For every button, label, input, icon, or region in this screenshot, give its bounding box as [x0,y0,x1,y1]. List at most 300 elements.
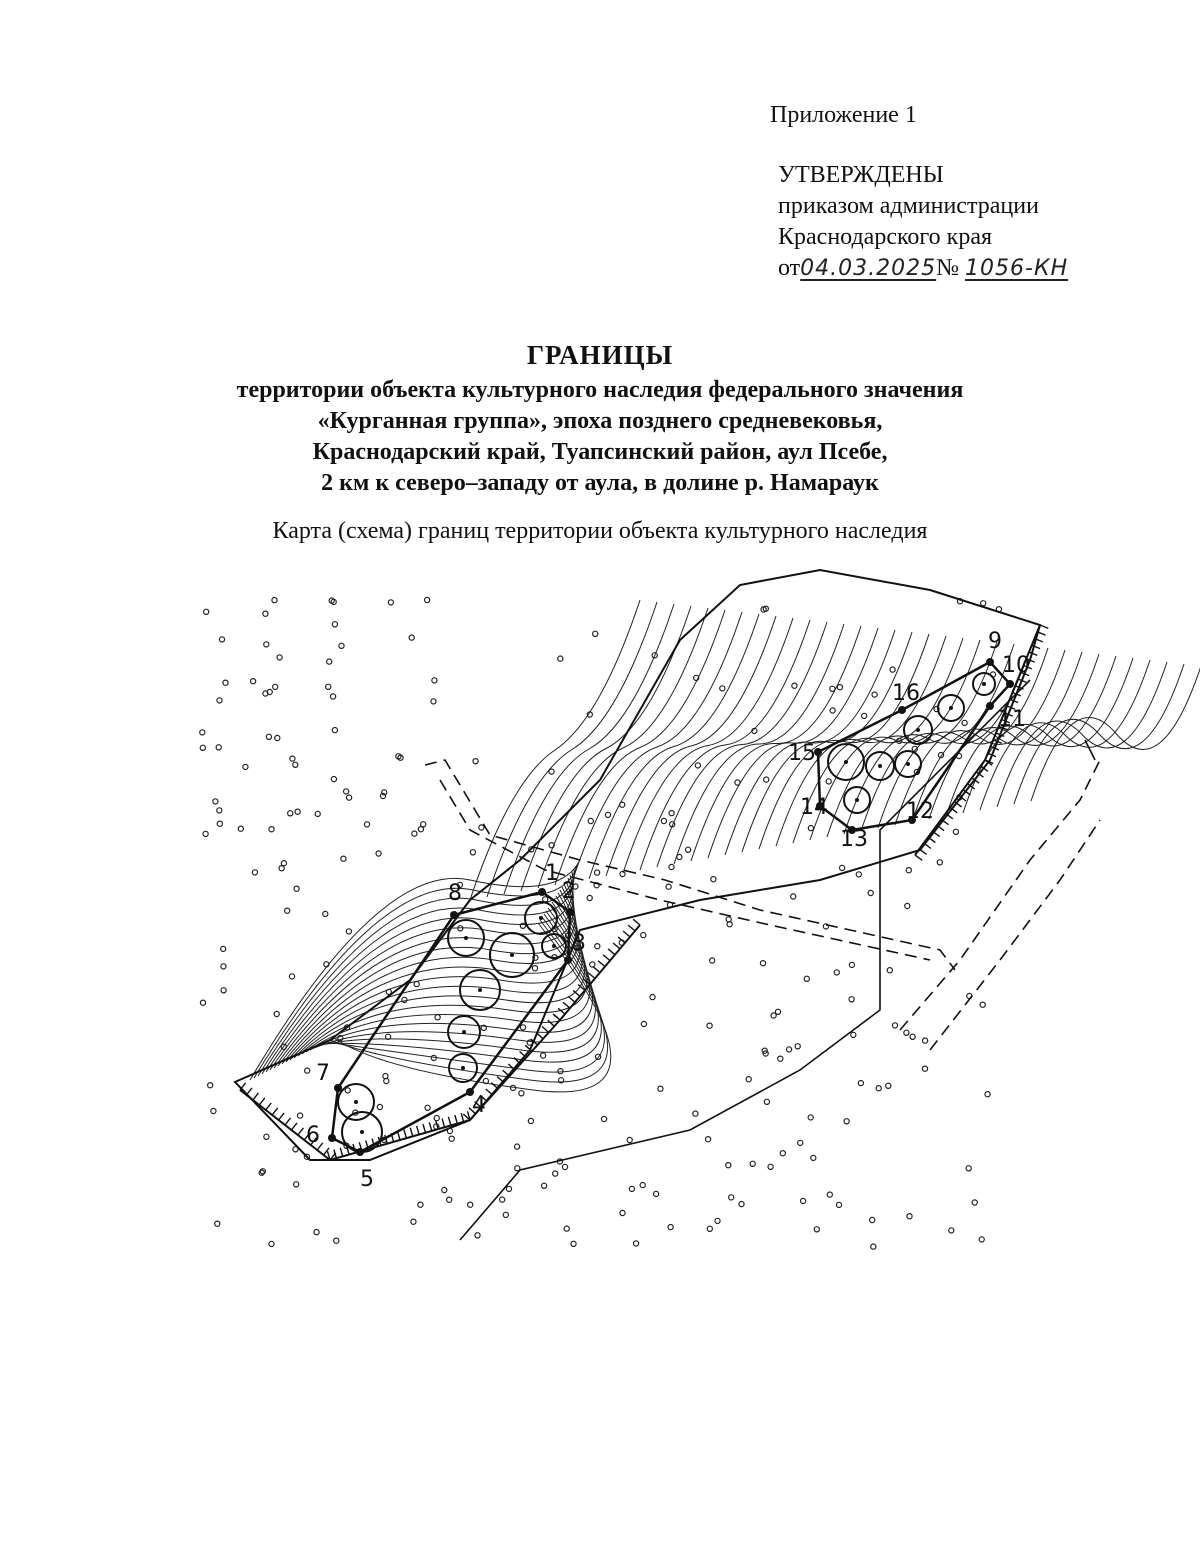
number-label: № [936,255,960,281]
vegetation-dot [543,897,548,902]
vegetation-dot [479,825,484,830]
boundary-point-label: 2 [562,879,576,904]
vegetation-dot [849,997,854,1002]
vegetation-dot [876,1086,881,1091]
vegetation-dot [409,635,414,640]
vegetation-dot [376,851,381,856]
vegetation-dot [668,1225,673,1230]
vegetation-dot [650,995,655,1000]
vegetation-dot [285,908,290,913]
hachure-tick [633,919,640,925]
vegetation-dot [412,831,417,836]
hachure-tick [417,1126,420,1135]
boundary-point-label: 12 [906,799,934,824]
vegetation-dot [506,1186,511,1191]
vegetation-dot [890,667,895,672]
vegetation-dot [339,643,344,648]
vegetation-dot [826,779,831,784]
vegetation-dot [315,811,320,816]
vegetation-dot [634,1241,639,1246]
boundary-point-marker [328,1134,336,1142]
vegetation-dot [791,894,796,899]
vegetation-dot [588,818,593,823]
vegetation-dot [345,1088,350,1093]
handwritten-date: 04.03.2025 [800,256,937,281]
boundary-point-marker [334,1084,342,1092]
mound-center [906,762,910,766]
vegetation-dot [274,1011,279,1016]
boundary-points [306,629,1030,1192]
approved-line-1: приказом администрации [778,193,1039,219]
boundary-point-label: 8 [448,881,462,906]
hachure-tick [548,1020,555,1026]
hachure-tick [553,1014,560,1020]
vegetation-dot [760,961,765,966]
hachure-tick [455,1115,458,1124]
vegetation-dot [837,685,842,690]
mound-center [462,1030,466,1034]
vegetation-dot [272,598,277,603]
contour-line [1031,666,1200,801]
hachure-tick [279,1113,285,1120]
mound-center [552,944,556,948]
hachure-tick [266,1103,272,1110]
vegetation-dot [217,821,222,826]
vegetation-dot [290,756,295,761]
terrain-outline [235,570,1040,1160]
vegetation-dot [707,1226,712,1231]
vegetation-dot [377,1104,382,1109]
vegetation-dot [204,609,209,614]
vegetation-dot [830,708,835,713]
vegetation-dot [720,686,725,691]
vegetation-dot [595,944,600,949]
hachure-tick [423,1124,426,1133]
vegetation-dot [590,962,595,967]
vegetation-dot [442,1187,447,1192]
vegetation-dot [327,659,332,664]
vegetation-dot [289,974,294,979]
vegetation-dot [862,713,867,718]
hachure-tick [491,1083,498,1089]
heading-title: ГРАНИЦЫ [526,340,674,370]
mound-center [510,953,514,957]
vegetation-dot [808,1115,813,1120]
boundary-point-label: 11 [998,707,1026,732]
vegetation-dot [219,637,224,642]
hachure-tick [623,931,630,937]
vegetation-dot [558,656,563,661]
mound-center [916,728,920,732]
vegetation-dot [707,1023,712,1028]
hachure-tick [404,1130,407,1139]
boundary-point-marker [1006,680,1014,688]
vegetation-dot [726,1163,731,1168]
boundary-point-label: 9 [988,629,1002,654]
contour-line [286,887,578,1062]
vegetation-dot [541,1053,546,1058]
vegetation-dot [811,1155,816,1160]
vegetation-dot [640,1183,645,1188]
vegetation-dot [627,1137,632,1142]
vegetation-dot [851,1032,856,1037]
vegetation-dot [542,1183,547,1188]
vegetation-dot [215,1221,220,1226]
vegetation-dot [858,1081,863,1086]
vegetation-dot [620,1210,625,1215]
hachure-tick [448,1117,451,1126]
vegetation-dot [332,728,337,733]
vegetation-dot [383,1074,388,1079]
vegetation-dot [263,611,268,616]
vegetation-dot [966,1166,971,1171]
vegetation-dot [447,1197,452,1202]
mound-center [844,760,848,764]
terrain-contours [250,600,1200,1092]
mound-center [354,1100,358,1104]
vegetation-dot [425,597,430,602]
vegetation-dot [872,692,877,697]
hachure-tick [442,1119,444,1128]
vegetation-dot [279,866,284,871]
hachure-tick [608,949,615,955]
vegetation-dot [388,600,393,605]
vegetation-dot [519,1091,524,1096]
vegetation-dot [293,762,298,767]
mound-center [949,706,953,710]
vegetation-dot [520,923,525,928]
contour-line [538,608,708,888]
boundary-point-marker [450,911,458,919]
boundary-point-label: 14 [800,795,828,820]
vegetation-dot [620,871,625,876]
boundary-point-marker [986,658,994,666]
vegetation-dot [669,864,674,869]
vegetation-dot [273,684,278,689]
hachure-tick [924,843,931,848]
heading-line-2: «Курганная группа», эпоха позднего средневековья, [317,408,883,434]
mound-center [464,936,468,940]
vegetation-dot [264,1134,269,1139]
vegetation-dot [326,684,331,689]
vegetation-dot [213,799,218,804]
vegetation-dot [414,982,419,987]
vegetation-dot [384,1078,389,1083]
hachure-tick [928,837,935,842]
hachure-tick [503,1070,510,1076]
vegetation-dot [475,1233,480,1238]
hachure-tick [603,955,610,961]
vegetation-dot [949,1228,954,1233]
hachure-tick [497,1077,504,1083]
vegetation-dot [827,1192,832,1197]
vegetation-dot [764,777,769,782]
contour-line [674,624,844,864]
vegetation-dot [217,698,222,703]
boundary-point-label: 3 [572,931,586,956]
vegetation-dot [792,683,797,688]
vegetation-dot [892,1023,897,1028]
hachure-tick [915,855,922,860]
vegetation-dot [849,962,854,967]
hachure-tick [291,1123,297,1130]
vegetation-dot [473,759,478,764]
vegetation-dot [238,826,243,831]
vegetation-dot [904,1030,909,1035]
hachure-tick [593,967,600,973]
heading-line-3: Краснодарский край, Туапсинский район, аул Псебе, [312,439,888,465]
vegetation-dot [666,884,671,889]
vegetation-dot [907,1214,912,1219]
vegetation-dot [693,1111,698,1116]
vegetation-dot [715,1218,720,1223]
vegetation-dot [795,1044,800,1049]
vegetation-dot [654,1191,659,1196]
heading-line-4: 2 км к северо–западу от аула, в долине р. Намараук [321,470,879,496]
vegetation-dot [587,895,592,900]
boundary-point-label: 15 [788,741,816,766]
hachure-tick [410,1128,412,1137]
vegetation-dot [710,958,715,963]
vegetation-dot [418,827,423,832]
vegetation-dot [252,870,257,875]
vegetation-dot [923,1038,928,1043]
vegetation-dot [341,856,346,861]
vegetation-dot [686,847,691,852]
vegetation-dot [856,872,861,877]
vegetation-dot [922,1066,927,1071]
vegetation-dot [528,1118,533,1123]
vegetation-dot [347,795,352,800]
vegetation-dot [532,966,537,971]
vegetation-dot [418,1202,423,1207]
vegetation-dot [804,976,809,981]
hachure-tick [568,996,575,1002]
vegetation-dot [906,868,911,873]
hachure-tick [598,961,605,967]
vegetation-dot [910,1034,915,1039]
vegetation-dot [346,929,351,934]
vegetation-dot [953,829,958,834]
vegetation-dot [641,1021,646,1026]
mound-center [461,1066,465,1070]
vegetation-dot [331,777,336,782]
hachure-tick [285,1118,291,1125]
vegetation-dot [661,818,666,823]
mound-center [878,764,882,768]
vegetation-dot [814,1227,819,1232]
vegetation-dot [269,827,274,832]
vegetation-dot [729,1195,734,1200]
vegetation-dot [658,1086,663,1091]
hachure-tick [486,1089,493,1095]
vegetation-dot [264,642,269,647]
vegetation-dot [746,1077,751,1082]
mound-center [539,916,543,920]
vegetation-dot [298,1113,303,1118]
vegetation-dot [294,886,299,891]
boundary-point-marker [356,1148,364,1156]
vegetation-dot [871,1244,876,1249]
vegetation-dot [706,1137,711,1142]
vegetation-dot [887,968,892,973]
mound-center [982,682,986,686]
vegetation-dot [778,1056,783,1061]
hachure-tick [259,1098,265,1105]
hachure-tick [429,1122,432,1131]
vegetation-dot [221,946,226,951]
heading-line-1: территории объекта культурного наследия федерального значения [236,377,964,403]
vegetation-dot [836,1202,841,1207]
hachure-tick [536,1033,543,1039]
vegetation-dot [972,1200,977,1205]
vegetation-dot [553,1171,558,1176]
vegetation-dot [203,831,208,836]
vegetation-dot [266,734,271,739]
boundary-point-label: 6 [306,1123,320,1148]
boundary-point-label: 7 [316,1061,330,1086]
vegetation-dot [980,1002,985,1007]
vegetation-dot [200,745,205,750]
vegetation-dot [562,1164,567,1169]
vegetation-dot [277,655,282,660]
burial-mounds [338,673,995,1152]
vegetation-dot [200,1000,205,1005]
vegetation-dot [905,903,910,908]
boundary-point-marker [898,706,906,714]
contour-line [521,606,691,891]
vegetation-dot [868,890,873,895]
boundary-point-marker [986,702,994,710]
vegetation-dot [275,735,280,740]
approved-title: УТВЕРЖДЕНЫ [778,162,944,188]
vegetation-dot [500,1197,505,1202]
vegetation-dot [520,1025,525,1030]
vegetation-dot [223,680,228,685]
vegetation-dot [787,1047,792,1052]
vegetation-dot [332,622,337,627]
vegetation-dot [593,631,598,636]
vegetation-dot [331,694,336,699]
vegetation-dot [314,1230,319,1235]
vegetation-dot [216,745,221,750]
vegetation-dot [323,911,328,916]
vegetation-dot [425,1105,430,1110]
vegetation-dot [739,1202,744,1207]
vegetation-dot [564,1226,569,1231]
vegetation-dot [281,861,286,866]
vegetation-dot [629,1186,634,1191]
hachure-tick [340,1148,342,1157]
vegetation-dot [364,822,369,827]
vegetation-dot [798,1140,803,1145]
vegetation-dot [775,1009,780,1014]
hachure-tick [272,1108,278,1115]
hachure-tick [563,1002,570,1008]
vegetation-dot [217,808,222,813]
vegetation-dot [515,1144,520,1149]
vegetation-dot [962,720,967,725]
vegetation-dot [200,730,205,735]
hachure-tick [246,1088,252,1095]
vegetation-dot [503,1212,508,1217]
hachure-tick [298,1128,304,1135]
vegetation-dot [985,1092,990,1097]
contour-line [759,634,929,849]
vegetation-dot [208,1083,213,1088]
vegetation-dot [886,1083,891,1088]
vegetation-dot [695,763,700,768]
vegetation-dot [981,601,986,606]
vegetation-dot [305,1068,310,1073]
vegetation-dot [470,850,475,855]
vegetation-dot [595,870,600,875]
contour-line [470,600,640,900]
vegetation-dot [605,812,610,817]
vegetation-dot [780,1151,785,1156]
boundary-point-marker [564,956,572,964]
vegetation-dot [602,1116,607,1121]
vegetation-dot [937,860,942,865]
boundary-point-label: 16 [892,681,920,706]
vegetation-dot [334,1238,339,1243]
boundary-point-label: 10 [1002,653,1030,678]
vegetation-dot [844,1119,849,1124]
vegetation-dot [764,1099,769,1104]
vegetation-dot [294,1182,299,1187]
boundary-point-label: 1 [545,861,559,886]
vegetation-dot [669,811,674,816]
approved-line-2: Краснодарского края [778,224,993,250]
slope-hachures [240,625,1048,1160]
vegetation-dot [221,988,226,993]
hachure-tick [508,1064,515,1070]
vegetation-dot [251,679,256,684]
vegetation-dot [768,1164,773,1169]
mound-center [855,798,859,802]
hachure-tick [919,849,926,854]
vegetation-dot [432,678,437,683]
vegetation-dot [677,854,682,859]
vegetation-dot [801,1198,806,1203]
annex-label: Приложение 1 [770,102,917,128]
vegetation-dot [411,1219,416,1224]
boundary-point-label: 13 [840,827,868,852]
vegetation-dot [834,970,839,975]
vegetation-dot [750,1161,755,1166]
vegetation-dot [288,811,293,816]
boundary-point-label: 4 [472,1093,486,1118]
hachure-tick [1040,625,1048,628]
vegetation-dot [435,1015,440,1020]
vegetation-dot [468,1202,473,1207]
vegetation-dot [211,1108,216,1113]
vegetation-dot [431,699,436,704]
vegetation-dot [269,1241,274,1246]
mound-center [478,988,482,992]
vegetation-dot [808,826,813,831]
boundary-point-marker [538,888,546,896]
vegetation-dot [243,764,248,769]
boundary-point-label: 5 [360,1167,374,1192]
map-caption: Карта (схема) границ территории объекта культурного наследия [272,518,928,544]
from-label: от [778,255,801,281]
vegetation-dot [295,809,300,814]
vegetation-dot [434,1116,439,1121]
vegetation-dot [558,1069,563,1074]
vegetation-dot [449,1136,454,1141]
vegetation-dot [840,865,845,870]
